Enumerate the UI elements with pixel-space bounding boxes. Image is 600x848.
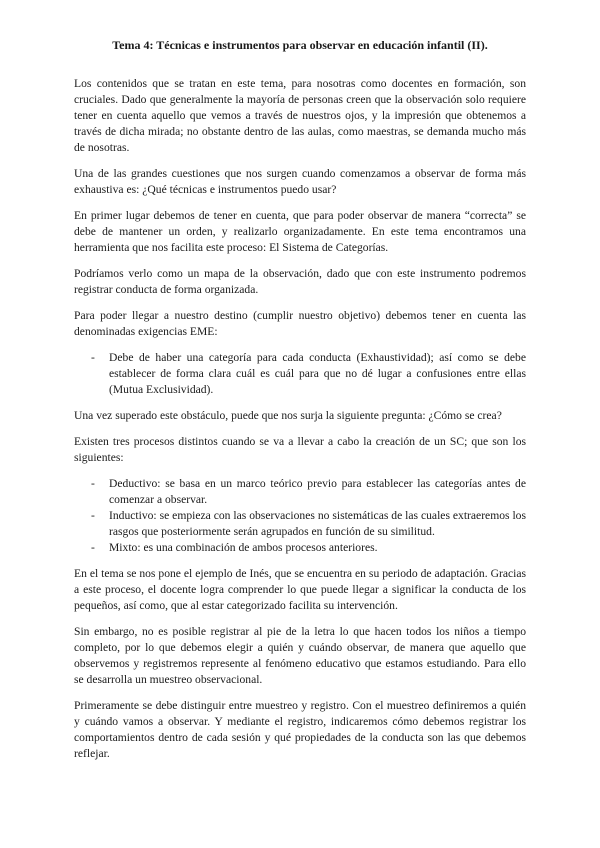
paragraph-eme: Para poder llegar a nuestro destino (cumplir nuestro objetivo) debemos tener en cuenta las denominadas exigencias EME: — [74, 309, 526, 338]
paragraph-intro: Los contenidos que se tratan en este tema, para nosotras como docentes en formación, son cruciales. Dado que generalmente la mayoría de personas creen que la observación solo requiere tener en cuenta aquello que vemos a través de nuestros ojos, y la impresión que obtenemos a través de dicha mirada; no obstante dentro de las aulas, como maestras, se demanda mucho más de nosotras. — [74, 77, 526, 154]
list-item-text: Mixto: es una combinación de ambos procesos anteriores. — [109, 541, 378, 554]
paragraph-how: Una vez superado este obstáculo, puede que nos surja la siguiente pregunta: ¿Cómo se crea? — [74, 409, 502, 422]
dash-bullet: - — [91, 509, 95, 522]
list-item — [74, 350, 526, 398]
list-item — [74, 540, 526, 556]
paragraph-question: Una de las grandes cuestiones que nos surgen cuando comenzamos a observar de forma más exhaustiva es: ¿Qué técnicas e instrumentos puedo usar? — [74, 167, 526, 196]
paragraph-order: En primer lugar debemos de tener en cuenta, que para poder observar de manera “correcta” se debe de mantener un orden, y realizarlo organizadamente. En este tema encontramos una herramienta que nos facilita este proceso: El Sistema de Categorías. — [74, 209, 526, 254]
list-item-text: Debe de haber una categoría para cada conducta (Exhaustividad); así como se debe establecer de forma clara cuál es cuál para que no dé lugar a confusiones entre ellas (Mutua Exclusividad). — [109, 351, 526, 396]
dash-bullet: - — [91, 351, 95, 364]
dash-bullet: - — [91, 541, 95, 554]
dash-bullet: - — [91, 477, 95, 490]
list-item-text: Deductivo: se basa en un marco teórico previo para establecer las categorías antes de comenzar a observar. — [109, 477, 526, 506]
paragraph-processes: Existen tres procesos distintos cuando se va a llevar a cabo la creación de un SC; que son los siguientes: — [74, 435, 526, 464]
paragraph-map: Podríamos verlo como un mapa de la observación, dado que con este instrumento podremos registrar conducta de forma organizada. — [74, 267, 526, 296]
page-title: Tema 4: Técnicas e instrumentos para observar en educación infantil (II). — [112, 38, 488, 52]
list-item-text: Inductivo: se empieza con las observaciones no sistemáticas de las cuales extraeremos los rasgos que posteriormente serán agrupados en función de su similitud. — [109, 509, 526, 538]
list-item — [74, 508, 526, 540]
paragraph-registry: Primeramente se debe distinguir entre muestreo y registro. Con el muestreo definiremos a quién y cuándo vamos a observar. Y mediante el registro, indicaremos cómo debemos registrar los comportamientos dentro de cada sesión y qué propiedades de la conducta son las que debemos reflejar. — [74, 699, 526, 760]
eme-list — [74, 350, 526, 398]
paragraph-sampling: Sin embargo, no es posible registrar al pie de la letra lo que hacen todos los niños a tiempo completo, por lo que debemos elegir a quién y cuándo observar, de manera que aquello que observemos y registremos represente al fenómeno educativo que estamos estudiando. Para ello se desarrolla un muestreo observacional. — [74, 625, 526, 686]
paragraph-example: En el tema se nos pone el ejemplo de Inés, que se encuentra en su periodo de adaptación. Gracias a este proceso, el docente logra comprender lo que puede llegar a significar la conducta de los pequeños, así como, que al estar categorizado facilita su intervención. — [74, 567, 526, 612]
process-list — [74, 476, 526, 556]
list-item — [74, 476, 526, 508]
